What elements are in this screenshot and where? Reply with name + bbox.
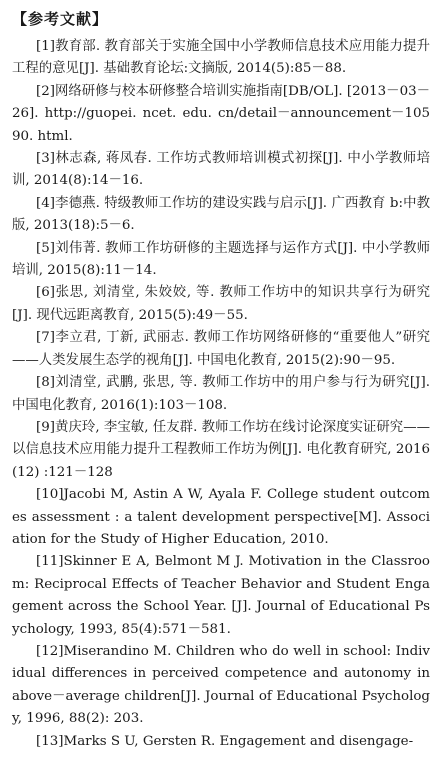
section-title: 【参考文献】 <box>12 10 109 28</box>
reference-list <box>12 36 430 753</box>
reference-item-8: [8]刘清堂, 武鹏, 张思, 等. 教师工作坊中的用户参与行为研究[J]. 中国电化教育, 2016(1):103－108. <box>12 375 430 413</box>
reference-page <box>12 6 430 753</box>
reference-item-1: [1]教育部. 教育部关于实施全国中小学教师信息技术应用能力提升工程的意见[J]. 基础教育论坛:文摘版, 2014(5):85－88. <box>12 39 430 77</box>
reference-item-12: [12]Miserandino M. Children who do well in school: Individual differences in perceived competence and autonomy in above－average children[J]. Journal of Educational Psychology, 1996, 88(2): 203. <box>12 643 430 727</box>
reference-item-11: [11]Skinner E A, Belmont M J. Motivation in the Classroom: Reciprocal Effects of Teacher Behavior and Student Engagement across the School Year. [J]. Journal of Educational Psychology, 1993, 85(4):571－581. <box>12 554 430 637</box>
reference-item-13: [13]Marks S U, Gersten R. Engagement and disengage- <box>36 733 414 749</box>
reference-item-5: [5]刘伟菁. 教师工作坊研修的主题选择与运作方式[J]. 中小学教师培训, 2015(8):11－14. <box>12 240 430 279</box>
reference-item-3: [3]林志森, 蒋凤春. 工作坊式教师培训模式初探[J]. 中小学教师培训, 2014(8):14－16. <box>12 151 430 189</box>
reference-item-2: [2]网络研修与校本研修整合培训实施指南[DB/OL]. [2013－03－26]. http://guopei. ncet. edu. cn/detail－announcement－10590. html. <box>12 83 430 144</box>
reference-item-7: [7]李立君, 丁新, 武丽志. 教师工作坊网络研修的“重要他人”研究——人类发展生态学的视角[J]. 中国电化教育, 2015(2):90－95. <box>12 330 430 368</box>
reference-item-4: [4]李德燕. 特级教师工作坊的建设实践与启示[J]. 广西教育 b:中教版, 2013(18):5－6. <box>12 195 430 234</box>
reference-item-10: [10]Jacobi M, Astin A W, Ayala F. College student outcomes assessment : a talent development perspective[M]. Association for the Study of Higher Education, 2010. <box>12 487 430 547</box>
reference-item-6: [6]张思, 刘清堂, 朱姣姣, 等. 教师工作坊中的知识共享行为研究[J]. 现代远距离教育, 2015(5):49－55. <box>12 285 430 323</box>
reference-item-9: [9]黄庆玲, 李宝敏, 任友群. 教师工作坊在线讨论深度实证研究——以信息技术应用能力提升工程教师工作坊为例[J]. 电化教育研究, 2016(12) :121－128 <box>12 419 430 480</box>
